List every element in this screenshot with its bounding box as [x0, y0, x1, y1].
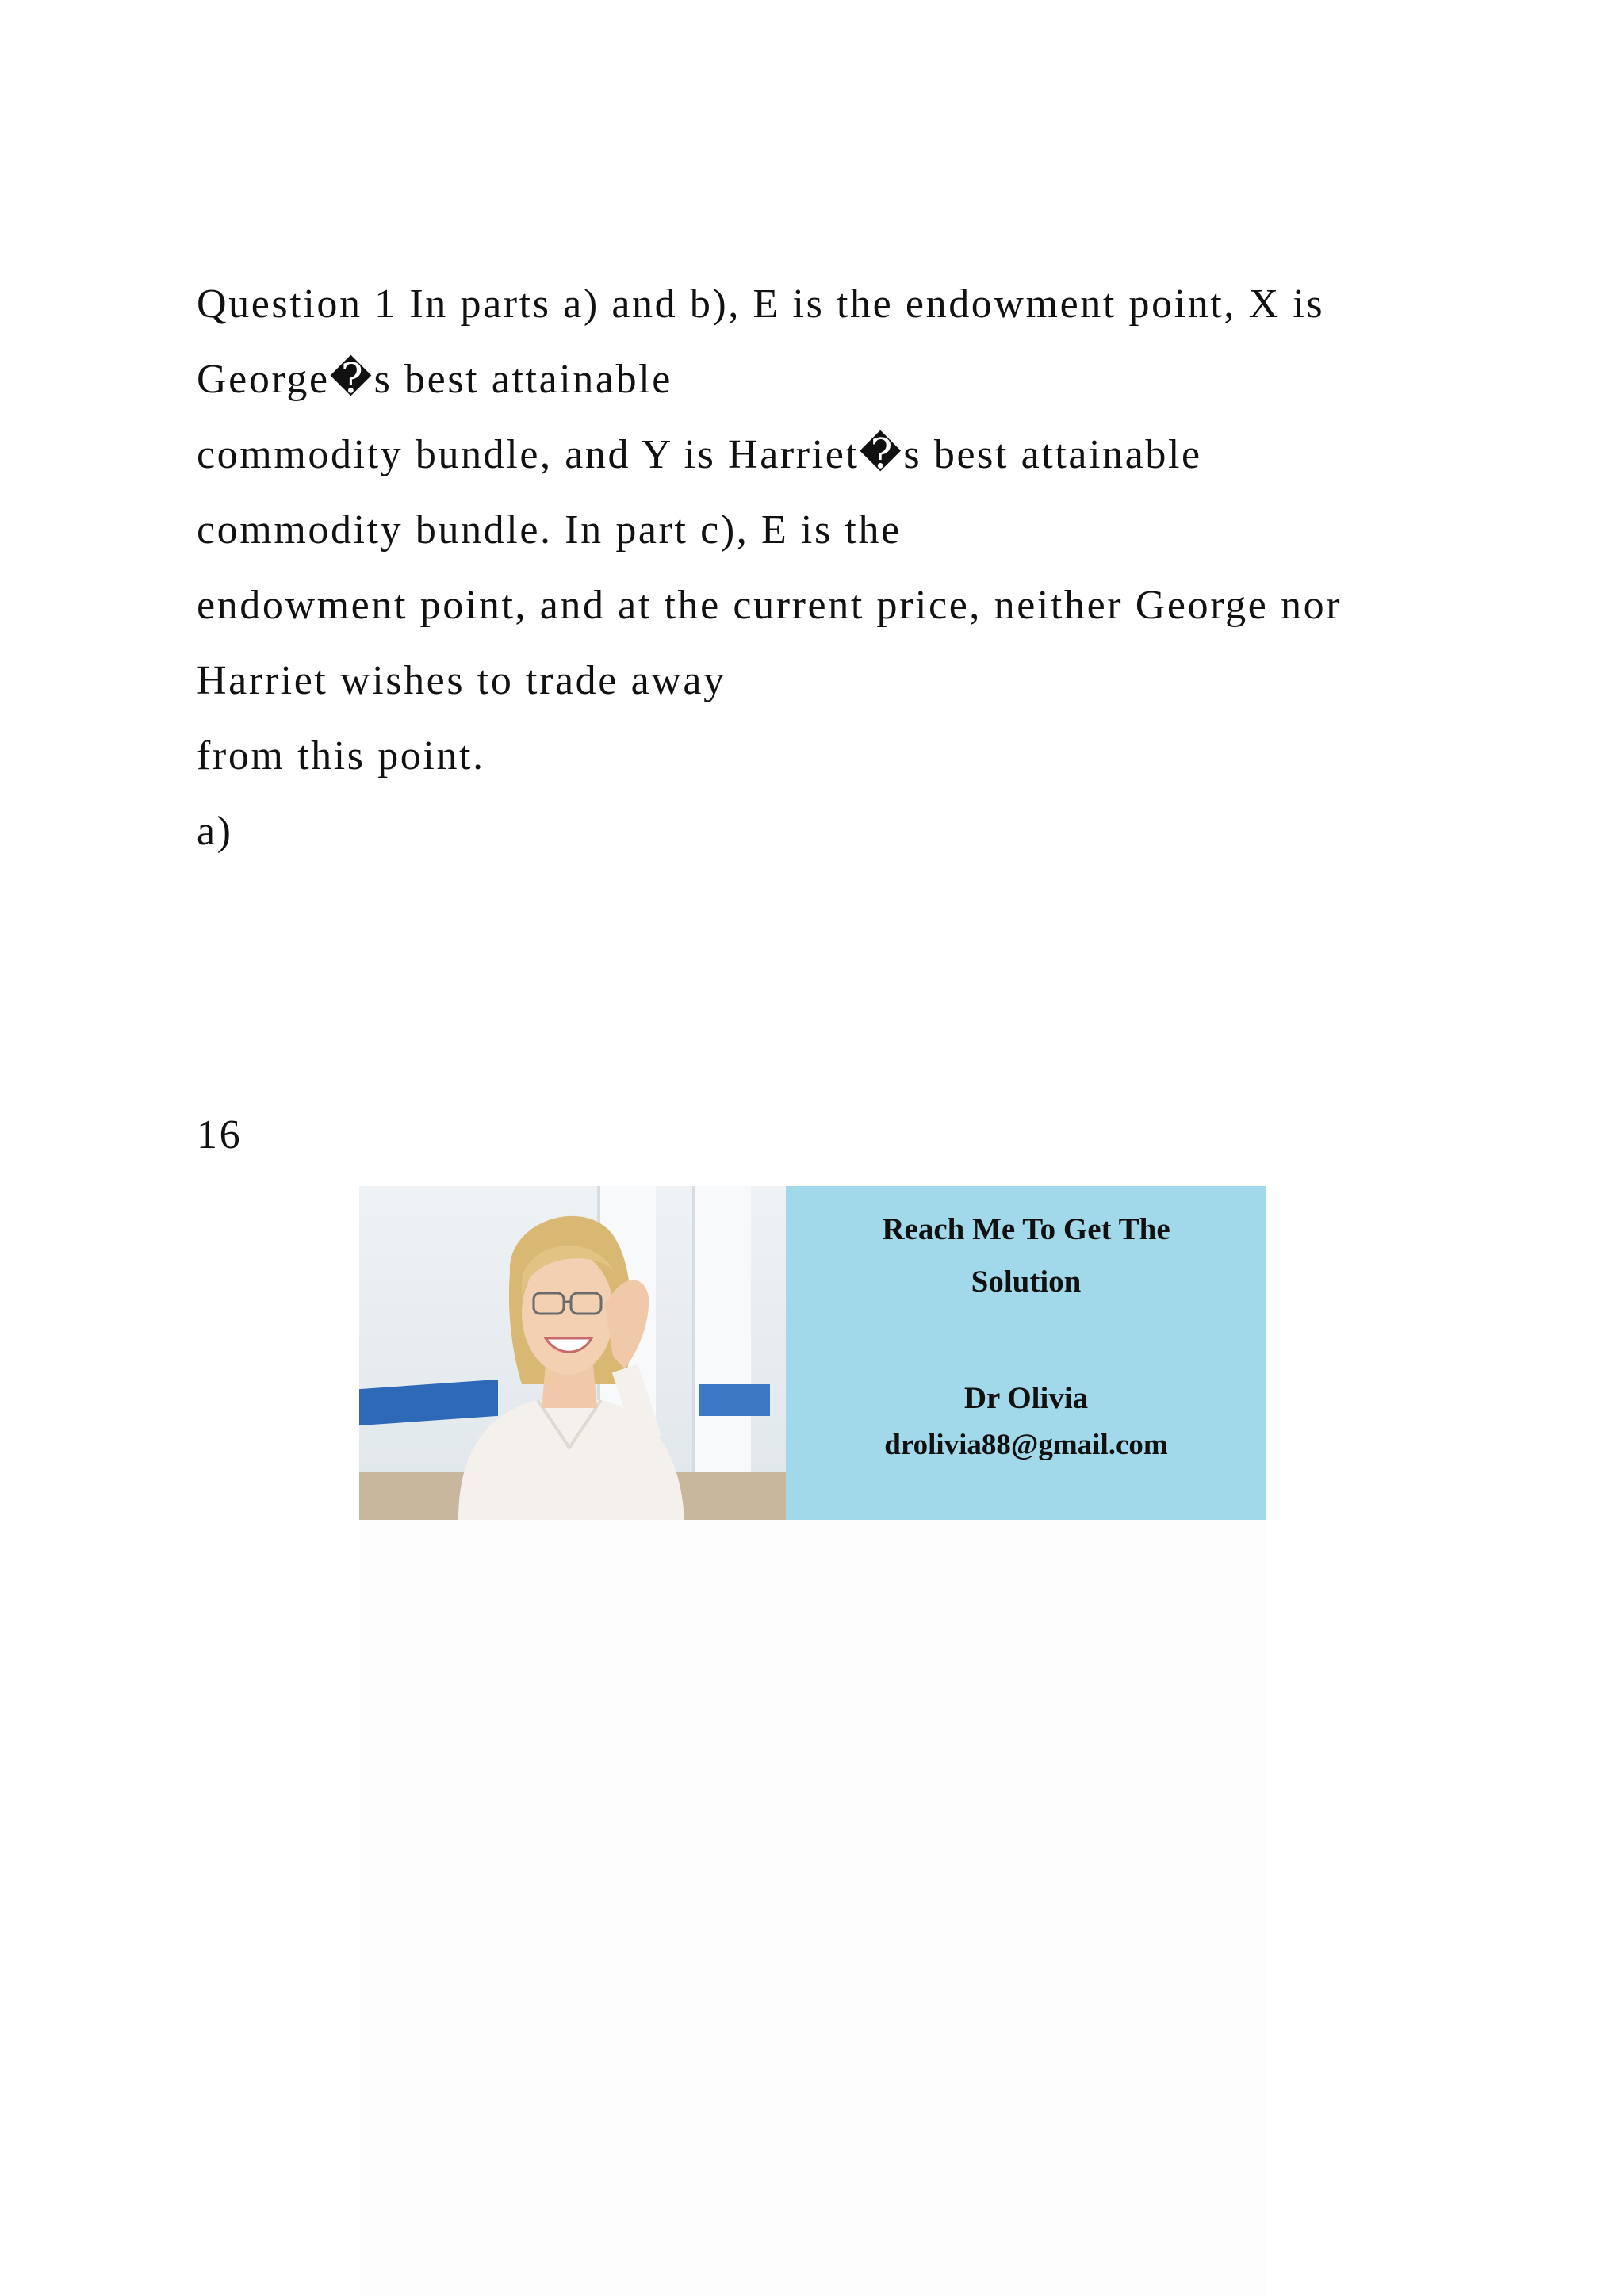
contact-name: Dr Olivia — [963, 1381, 1089, 1415]
blue-chair-back — [699, 1384, 770, 1416]
text-line: commodity bundle. In part c), E is the — [197, 507, 902, 553]
text-line: from this point. — [197, 733, 485, 779]
question-text — [197, 266, 1434, 869]
text-line: endowment point, and at the current price, neither George nor — [197, 583, 1342, 628]
page-number: 16 — [197, 1112, 243, 1158]
banner-headline-2: Solution — [971, 1265, 1082, 1299]
contact-banner — [359, 1186, 1266, 1520]
faint-image-area — [359, 1520, 1266, 2296]
smiling-woman-photo — [359, 1186, 786, 1520]
text-line: George�s best attainable — [197, 357, 672, 402]
text-line: commodity bundle, and Y is Harriet�s best attainable — [197, 432, 1202, 477]
woman-figure — [435, 1186, 688, 1520]
text-line: a) — [197, 809, 233, 854]
text-line: Question 1 In parts a) and b), E is the endowment point, X is — [197, 281, 1325, 327]
contact-info-panel — [786, 1186, 1266, 1520]
text-line: Harriet wishes to trade away — [197, 658, 726, 703]
window-frame — [692, 1186, 751, 1520]
banner-headline: Reach Me To Get The — [882, 1212, 1170, 1246]
contact-email: drolivia88@gmail.com — [884, 1429, 1168, 1461]
